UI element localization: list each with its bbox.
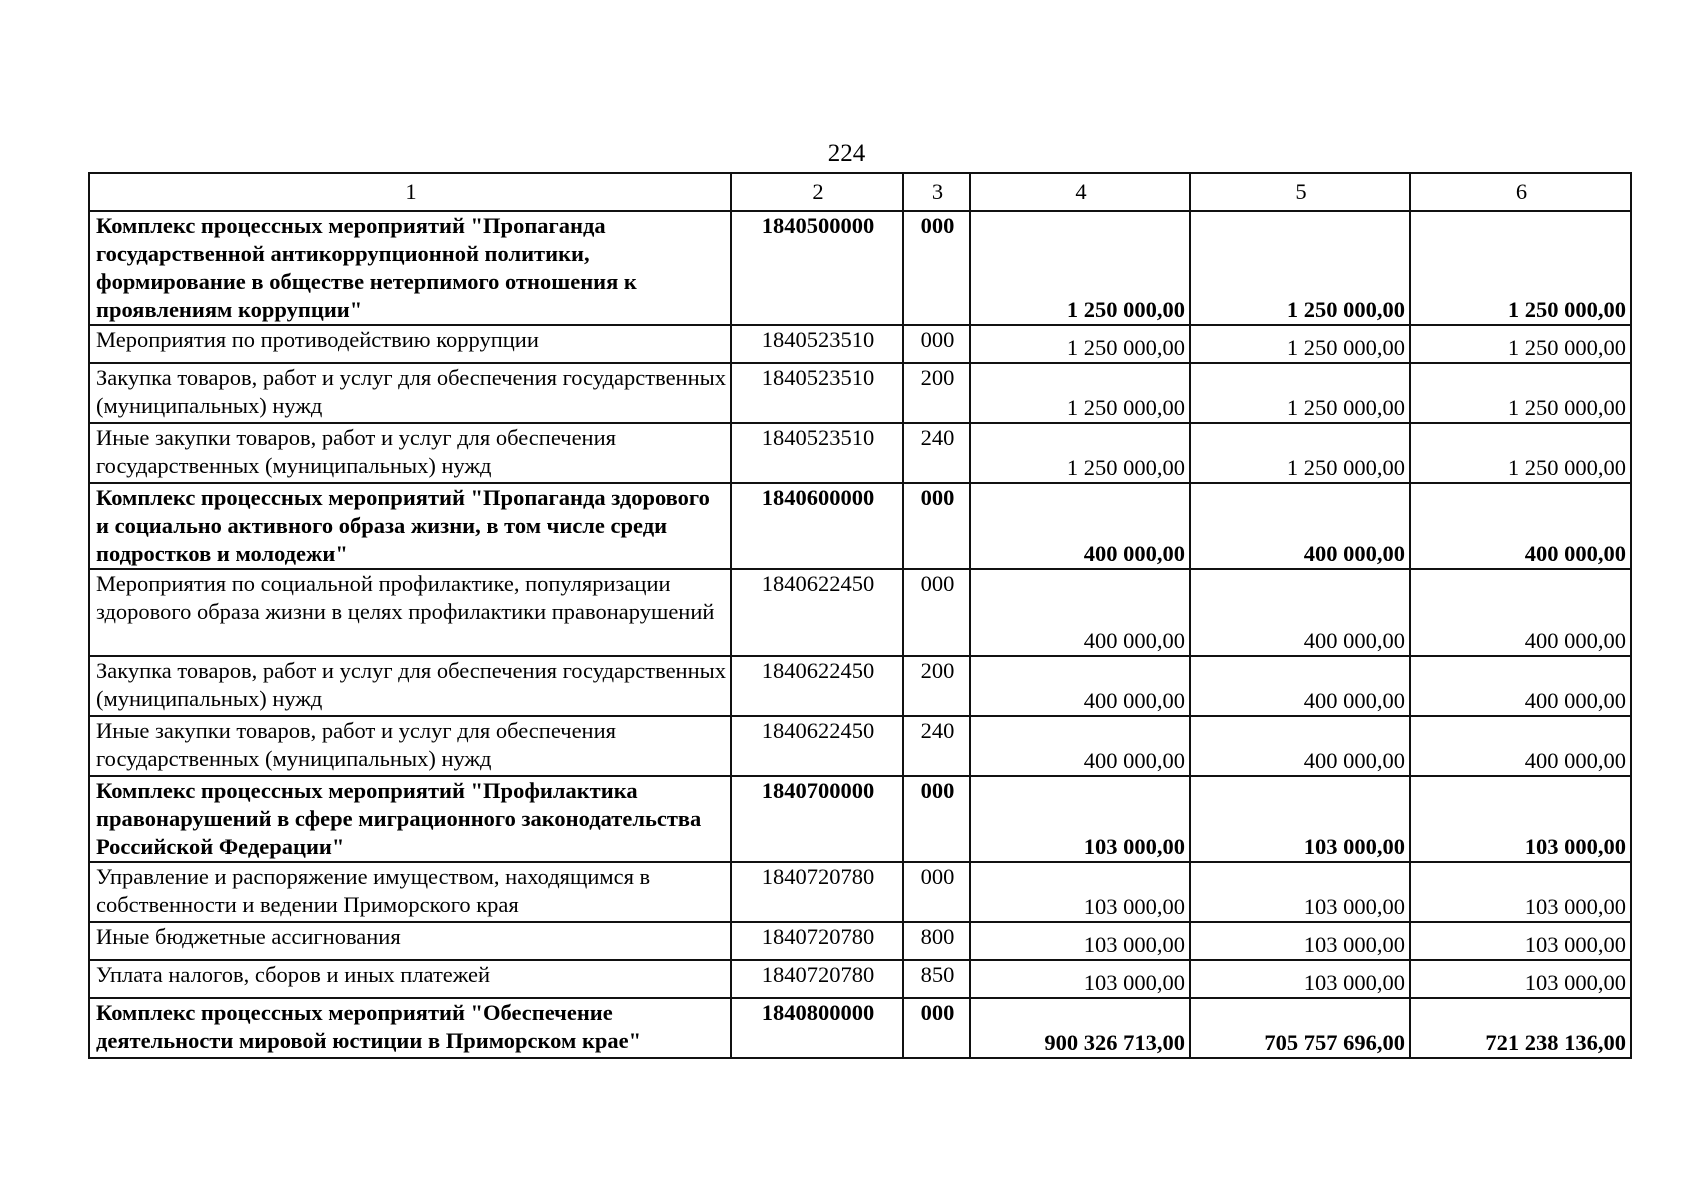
row-value-4: 400 000,00 <box>970 716 1190 776</box>
column-header: 6 <box>1410 173 1631 211</box>
table-row <box>89 325 1631 363</box>
row-code: 1840800000 <box>731 998 903 1058</box>
row-name: Закупка товаров, работ и услуг для обеспечения государственных (муниципальных) нужд <box>89 656 731 716</box>
row-value-5: 1 250 000,00 <box>1190 211 1410 325</box>
row-type: 000 <box>903 998 970 1058</box>
row-value-6: 1 250 000,00 <box>1410 363 1631 423</box>
table-row <box>89 960 1631 998</box>
row-value-6: 103 000,00 <box>1410 862 1631 922</box>
row-value-6: 1 250 000,00 <box>1410 211 1631 325</box>
row-value-5: 400 000,00 <box>1190 656 1410 716</box>
row-value-5: 1 250 000,00 <box>1190 325 1410 363</box>
row-code: 1840523510 <box>731 325 903 363</box>
row-value-6: 400 000,00 <box>1410 569 1631 656</box>
column-header: 5 <box>1190 173 1410 211</box>
table-row <box>89 776 1631 862</box>
row-type: 240 <box>903 716 970 776</box>
row-code: 1840523510 <box>731 423 903 483</box>
row-value-5: 1 250 000,00 <box>1190 363 1410 423</box>
row-name: Иные бюджетные ассигнования <box>89 922 731 960</box>
row-type: 200 <box>903 363 970 423</box>
row-name: Мероприятия по социальной профилактике, популяризации здорового образа жизни в целях профилактики правонарушений <box>89 569 731 656</box>
row-type: 000 <box>903 776 970 862</box>
row-value-5: 103 000,00 <box>1190 776 1410 862</box>
column-header: 4 <box>970 173 1190 211</box>
table-row <box>89 483 1631 569</box>
row-value-6: 103 000,00 <box>1410 960 1631 998</box>
row-code: 1840622450 <box>731 656 903 716</box>
row-value-4: 1 250 000,00 <box>970 423 1190 483</box>
row-value-5: 400 000,00 <box>1190 569 1410 656</box>
row-name: Закупка товаров, работ и услуг для обеспечения государственных (муниципальных) нужд <box>89 363 731 423</box>
row-type: 850 <box>903 960 970 998</box>
row-name: Мероприятия по противодействию коррупции <box>89 325 731 363</box>
table-row <box>89 862 1631 922</box>
row-value-4: 103 000,00 <box>970 862 1190 922</box>
row-value-6: 400 000,00 <box>1410 656 1631 716</box>
row-code: 1840720780 <box>731 922 903 960</box>
row-value-4: 400 000,00 <box>970 569 1190 656</box>
column-header: 2 <box>731 173 903 211</box>
row-type: 000 <box>903 862 970 922</box>
row-name: Иные закупки товаров, работ и услуг для обеспечения государственных (муниципальных) нужд <box>89 423 731 483</box>
table-row <box>89 922 1631 960</box>
row-value-5: 400 000,00 <box>1190 716 1410 776</box>
row-value-6: 400 000,00 <box>1410 483 1631 569</box>
row-value-5: 103 000,00 <box>1190 862 1410 922</box>
row-name: Уплата налогов, сборов и иных платежей <box>89 960 731 998</box>
row-name: Иные закупки товаров, работ и услуг для обеспечения государственных (муниципальных) нужд <box>89 716 731 776</box>
row-value-6: 400 000,00 <box>1410 716 1631 776</box>
row-value-5: 1 250 000,00 <box>1190 423 1410 483</box>
row-value-5: 103 000,00 <box>1190 922 1410 960</box>
table-row <box>89 423 1631 483</box>
row-code: 1840622450 <box>731 716 903 776</box>
page-number: 224 <box>827 140 866 167</box>
table-row <box>89 716 1631 776</box>
column-header: 1 <box>89 173 731 211</box>
row-name: Комплекс процессных мероприятий "Пропаганда государственной антикоррупционной политики, формирование в обществе нетерпимого отношения к проявлениям коррупции" <box>89 211 731 325</box>
row-code: 1840600000 <box>731 483 903 569</box>
row-code: 1840720780 <box>731 862 903 922</box>
row-value-4: 400 000,00 <box>970 483 1190 569</box>
row-value-6: 721 238 136,00 <box>1410 998 1631 1058</box>
table-row <box>89 211 1631 325</box>
row-code: 1840500000 <box>731 211 903 325</box>
table-row <box>89 569 1631 656</box>
row-code: 1840700000 <box>731 776 903 862</box>
row-value-6: 103 000,00 <box>1410 776 1631 862</box>
row-value-4: 1 250 000,00 <box>970 325 1190 363</box>
row-name: Комплекс процессных мероприятий "Обеспечение деятельности мировой юстиции в Приморском крае" <box>89 998 731 1058</box>
row-value-6: 1 250 000,00 <box>1410 325 1631 363</box>
row-value-5: 400 000,00 <box>1190 483 1410 569</box>
row-value-4: 1 250 000,00 <box>970 211 1190 325</box>
row-value-4: 103 000,00 <box>970 922 1190 960</box>
row-value-4: 1 250 000,00 <box>970 363 1190 423</box>
row-type: 000 <box>903 325 970 363</box>
row-value-6: 1 250 000,00 <box>1410 423 1631 483</box>
row-value-4: 103 000,00 <box>970 960 1190 998</box>
row-value-4: 400 000,00 <box>970 656 1190 716</box>
budget-table <box>88 172 1632 1059</box>
row-value-5: 705 757 696,00 <box>1190 998 1410 1058</box>
table-row <box>89 363 1631 423</box>
row-code: 1840622450 <box>731 569 903 656</box>
row-name: Управление и распоряжение имуществом, находящимся в собственности и ведении Приморского края <box>89 862 731 922</box>
row-type: 240 <box>903 423 970 483</box>
table-row <box>89 656 1631 716</box>
row-type: 000 <box>903 569 970 656</box>
row-code: 1840720780 <box>731 960 903 998</box>
row-value-6: 103 000,00 <box>1410 922 1631 960</box>
row-type: 000 <box>903 483 970 569</box>
row-value-4: 103 000,00 <box>970 776 1190 862</box>
row-value-5: 103 000,00 <box>1190 960 1410 998</box>
table-row <box>89 998 1631 1058</box>
column-header: 3 <box>903 173 970 211</box>
row-code: 1840523510 <box>731 363 903 423</box>
row-type: 200 <box>903 656 970 716</box>
row-value-4: 900 326 713,00 <box>970 998 1190 1058</box>
row-name: Комплекс процессных мероприятий "Пропаганда здорового и социально активного образа жизни, в том числе среди подростков и молодежи" <box>89 483 731 569</box>
row-type: 800 <box>903 922 970 960</box>
table-header-row <box>89 173 1631 211</box>
row-type: 000 <box>903 211 970 325</box>
row-name: Комплекс процессных мероприятий "Профилактика правонарушений в сфере миграционного законодательства Российской Федерации" <box>89 776 731 862</box>
